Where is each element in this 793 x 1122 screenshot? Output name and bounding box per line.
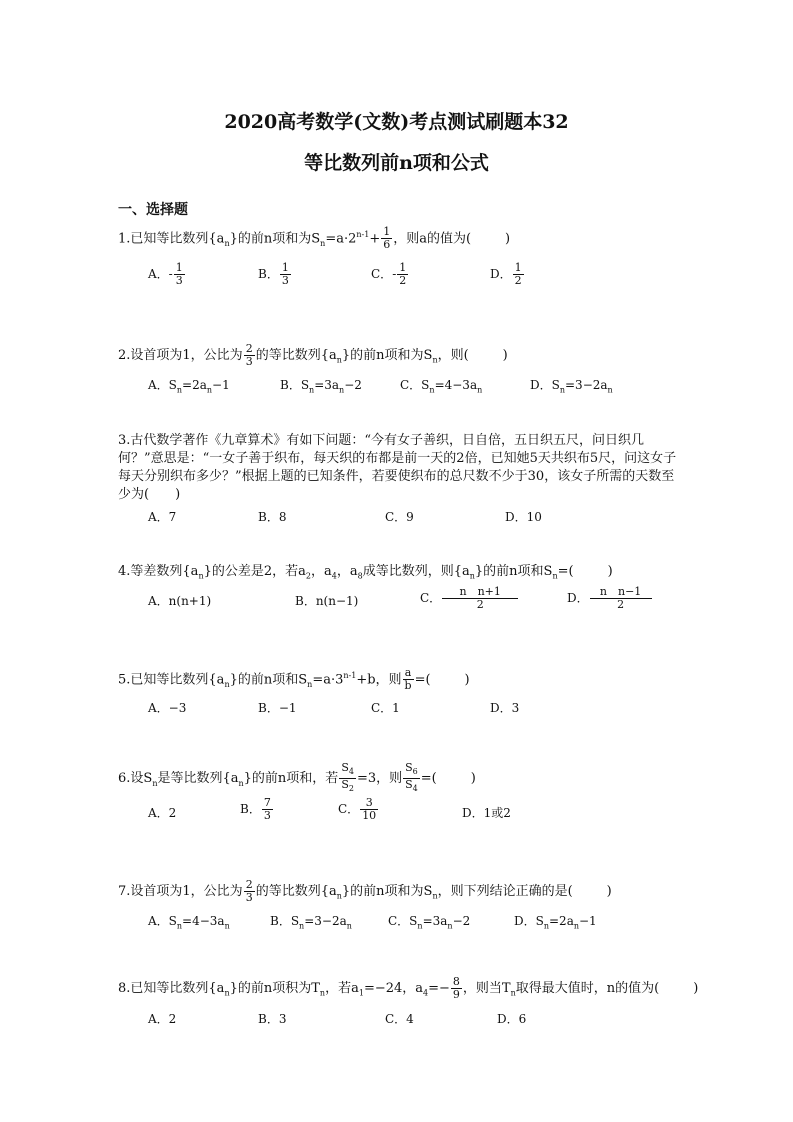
question-5: 5.已知等比数列$\{a_n\}$的前n项和$S_n=a\cdot 3^{n-1}+b$，则 $\frac{a}{b}$ =( ) <box>118 666 470 693</box>
option-7c[interactable]: C．$S_n=3a_n-2$ <box>388 914 471 931</box>
fraction: $\frac{2}{3}$ <box>245 342 253 368</box>
option-2d[interactable]: D．$S_n=3-2a_n$ <box>530 378 613 395</box>
question-7: 7.设首项为1，公比为 $\frac{2}{3}$ 的等比数列$\{a_n\}$的前n项和为$S_n$，则下列结论正确的是( ) <box>118 878 612 904</box>
option-7b[interactable]: B．$S_n=3-2a_n$ <box>270 914 352 931</box>
fraction: $\frac{2}{3}$ <box>245 878 253 904</box>
option-1c[interactable]: C．- $\frac{1}{2}$ <box>371 261 407 287</box>
option-1d[interactable]: D． $\frac{1}{2}$ <box>490 261 522 287</box>
option-8c[interactable]: C．4 <box>385 1012 414 1026</box>
option-6a[interactable]: A．2 <box>148 806 177 820</box>
option-2c[interactable]: C．$S_n=4-3a_n$ <box>400 378 483 395</box>
option-6d[interactable]: D．1或2 <box>462 806 511 820</box>
fraction: $\frac{8}{9}$ <box>452 975 460 1001</box>
option-5d[interactable]: D．3 <box>490 701 520 715</box>
option-4d[interactable]: D． $\frac{\text{n n−1}}{2}$ <box>567 586 653 611</box>
section-heading: 一、选择题 <box>118 202 188 218</box>
question-3: 3.古代数学著作《九章算术》有如下问题：“今有女子善织，日自倍，五日织五尺，问日织几何？”意思是：“一女子善于织布，每天织的布都是前一天的2倍，已知她5天共织布5尺，问这女子每天分别织布多少？”根据上题的已知条件，若要使织布的总尺数不少于30，该女子所需的天数至少为( ) <box>118 433 677 502</box>
question-2: 2.设首项为1，公比为 $\frac{2}{3}$ 的等比数列$\{a_n\}$的前n项和为$S_n$，则( ) <box>118 342 508 368</box>
option-6b[interactable]: B． $\frac{7}{3}$ <box>240 796 271 822</box>
option-3d[interactable]: D．10 <box>505 510 542 524</box>
option-7d[interactable]: D．$S_n=2a_n-1$ <box>514 914 597 931</box>
option-4a[interactable]: A．n(n+1) <box>148 594 212 608</box>
option-3a[interactable]: A．7 <box>148 510 177 524</box>
page-title: 2020高考数学(文数)考点测试刷题本32 <box>224 111 569 133</box>
option-3c[interactable]: C．9 <box>385 510 414 524</box>
question-6: 6.设$S_n$是等比数列$\{a_n\}$的前n项和，若 $\frac{S_4}{S_2}$ =3，则 $\frac{S_6}{S_4}$ =( ) <box>118 761 476 794</box>
option-1b[interactable]: B． $\frac{1}{3}$ <box>258 261 289 287</box>
option-4c[interactable]: C． $\frac{\text{n n+1}}{2}$ <box>420 586 519 611</box>
option-8d[interactable]: D．6 <box>497 1012 527 1026</box>
question-8: 8.已知等比数列$\{a_n\}$的前n项积为$T_n$，若$a_1=-24$，$a_4=-$ $\frac{8}{9}$ ，则当$T_n$取得最大值时，n的值为( ) <box>118 975 699 1001</box>
option-7a[interactable]: A．$S_n=4-3a_n$ <box>148 914 230 931</box>
option-2b[interactable]: B．$S_n=3a_n-2$ <box>280 378 362 395</box>
question-4: 4.等差数列$\{a_n\}$的公差是2，若$a_2$，$a_4$，$a_8$成等比数列，则$\{a_n\}$的前n项和$S_n=$( ) <box>118 564 613 581</box>
fraction: $\frac{S_4}{S_2}$ <box>341 761 354 794</box>
page-subtitle: 等比数列前n项和公式 <box>304 152 489 174</box>
option-8b[interactable]: B．3 <box>258 1012 287 1026</box>
option-6c[interactable]: C． $\frac{3}{10}$ <box>338 796 377 822</box>
fraction: $\frac{S_6}{S_4}$ <box>405 761 418 794</box>
option-5b[interactable]: B．−1 <box>258 701 297 715</box>
option-3b[interactable]: B．8 <box>258 510 287 524</box>
fraction: $\frac{a}{b}$ <box>404 666 412 693</box>
option-8a[interactable]: A．2 <box>148 1012 177 1026</box>
question-1: 1.已知等比数列$\{a_n\}$的前n项和为$S_n=a\cdot 2^{n-1}+$ $\frac{1}{6}$ ，则a的值为( ) <box>118 225 511 252</box>
option-1a[interactable]: A．- $\frac{1}{3}$ <box>148 261 183 287</box>
option-5c[interactable]: C．1 <box>371 701 400 715</box>
option-4b[interactable]: B．n(n−1) <box>295 594 359 608</box>
fraction: $\frac{1}{6}$ <box>383 225 391 252</box>
option-5a[interactable]: A．−3 <box>148 701 187 715</box>
option-2a[interactable]: A．$S_n=2a_n-1$ <box>148 378 230 395</box>
